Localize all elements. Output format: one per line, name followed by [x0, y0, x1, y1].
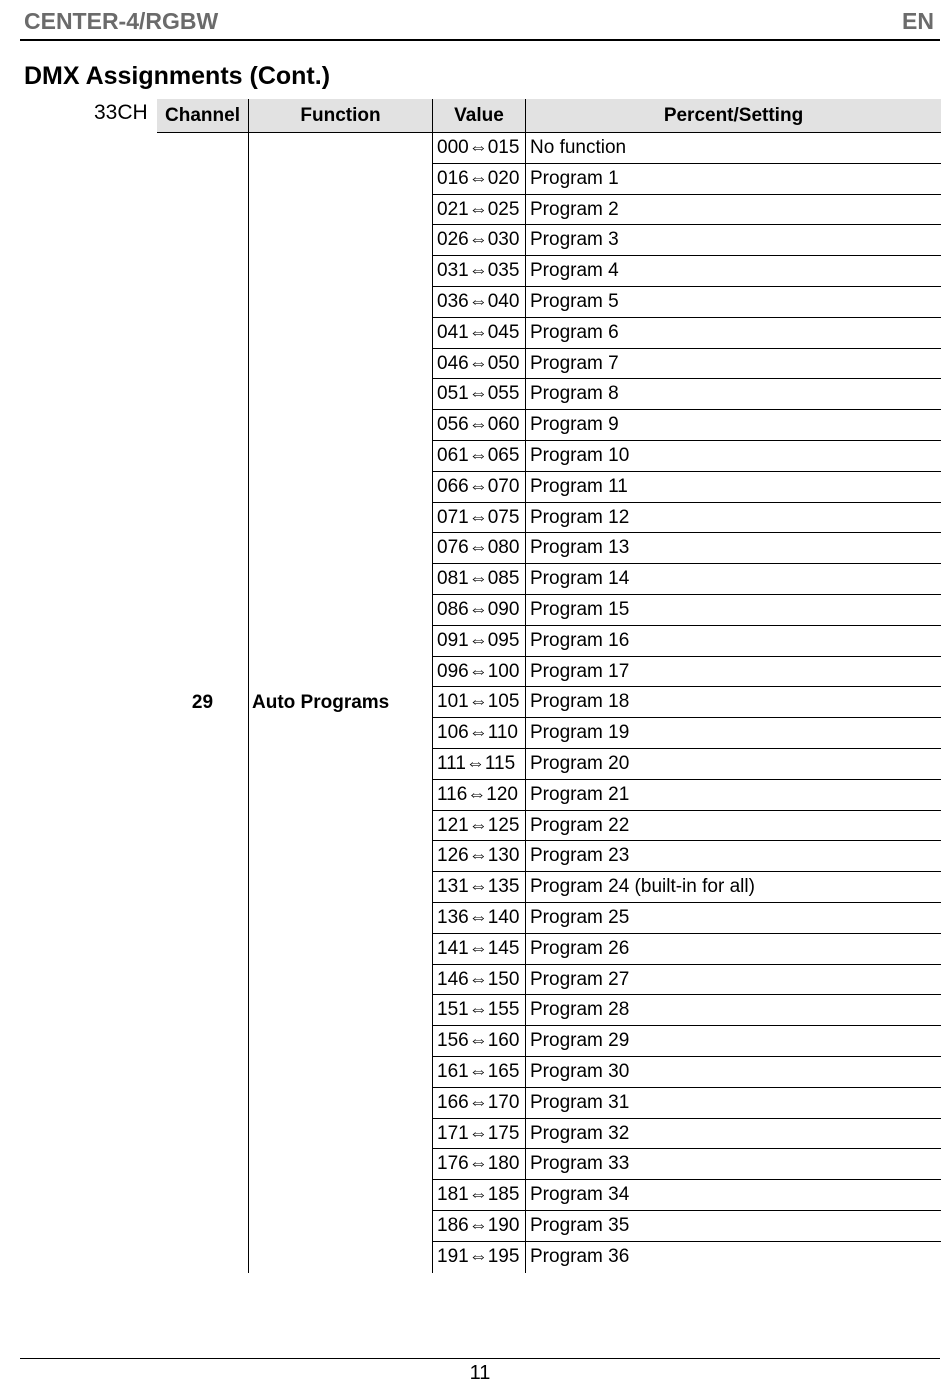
- setting-text: Program 24 (built-in for all): [530, 876, 755, 898]
- table-row: [433, 749, 941, 780]
- value-range: 000⇔015: [437, 137, 520, 158]
- table-row: [433, 657, 941, 688]
- column-header-function: Function: [300, 105, 381, 126]
- product-title: CENTER-4/RGBW: [24, 8, 219, 34]
- page-number: 11: [469, 1362, 491, 1384]
- setting-text: Program 2: [530, 198, 619, 220]
- value-range: 041⇔045: [437, 321, 520, 343]
- table-row: [433, 1149, 941, 1180]
- value-range: 121⇔125: [437, 814, 520, 836]
- setting-text: Program 18: [530, 691, 630, 713]
- setting-text: Program 11: [530, 475, 628, 497]
- setting-text: Program 25: [530, 906, 630, 928]
- value-range: 186⇔190: [437, 1214, 520, 1236]
- setting-text: No function: [530, 137, 627, 158]
- setting-text: Program 19: [530, 722, 630, 744]
- table-row: [433, 718, 941, 749]
- value-range: 016⇔020: [437, 167, 520, 189]
- value-range: 176⇔180: [437, 1153, 520, 1175]
- section-title: DMX Assignments (Cont.): [24, 62, 331, 90]
- setting-text: Program 28: [530, 999, 630, 1021]
- value-range: 136⇔140: [437, 906, 520, 928]
- setting-text: Program 27: [530, 968, 630, 990]
- setting-text: Program 17: [530, 660, 630, 682]
- value-range: 056⇔060: [437, 414, 520, 436]
- table-row: [433, 1057, 941, 1088]
- setting-text: Program 4: [530, 260, 619, 282]
- value-range: 046⇔050: [437, 352, 520, 374]
- setting-text: Program 5: [530, 290, 619, 312]
- setting-text: Program 35: [530, 1214, 630, 1236]
- table-row: [433, 379, 941, 410]
- setting-text: Program 20: [530, 752, 630, 774]
- footer-divider: [20, 1358, 940, 1359]
- table-row: [433, 626, 941, 657]
- header-divider: [20, 39, 940, 41]
- table-row: [433, 934, 941, 965]
- table-row: [433, 133, 941, 164]
- setting-text: Program 33: [530, 1153, 630, 1175]
- value-range: 116⇔120: [437, 783, 518, 805]
- table-row: [433, 1088, 941, 1119]
- value-range: 171⇔175: [437, 1122, 520, 1144]
- value-range: 051⇔055: [437, 383, 520, 405]
- table-row: [433, 965, 941, 996]
- setting-text: Program 23: [530, 845, 630, 867]
- setting-text: Program 21: [530, 783, 630, 805]
- table-row: [433, 1180, 941, 1211]
- setting-text: Program 7: [530, 352, 619, 374]
- table-row: [433, 1026, 941, 1057]
- setting-text: Program 1: [530, 167, 619, 189]
- table-row: [433, 780, 941, 811]
- value-range: 156⇔160: [437, 1030, 520, 1052]
- table-row: [433, 595, 941, 626]
- setting-text: Program 34: [530, 1184, 630, 1206]
- setting-text: Program 31: [530, 1091, 630, 1113]
- value-range: 101⇔105: [437, 691, 520, 713]
- value-range: 081⇔085: [437, 568, 520, 590]
- setting-text: Program 12: [530, 506, 630, 528]
- value-range: 026⇔030: [437, 229, 520, 251]
- table-row: [433, 841, 941, 872]
- table-row: [433, 256, 941, 287]
- value-range: 191⇔195: [437, 1245, 520, 1267]
- value-range: 096⇔100: [437, 660, 520, 682]
- value-range: 141⇔145: [437, 937, 520, 959]
- value-range: 161⇔165: [437, 1060, 520, 1082]
- value-range: 111⇔115: [437, 752, 516, 774]
- column-header-percent-setting: Percent/Setting: [663, 105, 804, 126]
- table-header: [157, 99, 941, 133]
- column-header-channel: Channel: [165, 105, 240, 126]
- table-row: [433, 410, 941, 441]
- value-range: 131⇔135: [437, 876, 520, 898]
- value-range: 031⇔035: [437, 260, 520, 282]
- value-range: 181⇔185: [437, 1184, 520, 1206]
- table-row: [433, 872, 941, 903]
- value-range: 091⇔095: [437, 629, 520, 651]
- table-row: [433, 225, 941, 256]
- table-row: [433, 503, 941, 534]
- language-label: EN: [902, 8, 934, 34]
- value-range: 076⇔080: [437, 537, 520, 559]
- setting-text: Program 36: [530, 1245, 630, 1267]
- setting-text: Program 6: [530, 321, 619, 343]
- channel-number: 29: [191, 691, 214, 713]
- setting-text: Program 26: [530, 937, 630, 959]
- setting-text: Program 10: [530, 444, 630, 466]
- dmx-table: [157, 99, 941, 1267]
- table-row: [433, 811, 941, 842]
- setting-text: Program 30: [530, 1060, 630, 1082]
- value-range: 061⇔065: [437, 444, 520, 466]
- table-row: [433, 287, 941, 318]
- table-row: [433, 195, 941, 226]
- table-row: [433, 533, 941, 564]
- table-row: [433, 441, 941, 472]
- table-row: [433, 318, 941, 349]
- setting-text: Program 8: [530, 383, 619, 405]
- value-range: 126⇔130: [437, 845, 520, 867]
- value-range: 066⇔070: [437, 475, 520, 497]
- value-range: 036⇔040: [437, 290, 520, 312]
- setting-text: Program 13: [530, 537, 630, 559]
- table-row: [433, 903, 941, 934]
- setting-text: Program 9: [530, 414, 619, 436]
- value-rows: [433, 133, 941, 1272]
- setting-text: Program 14: [530, 568, 630, 590]
- table-row: [433, 687, 941, 718]
- table-row: [433, 1119, 941, 1150]
- table-row: [433, 995, 941, 1026]
- table-row: [433, 164, 941, 195]
- table-row: [433, 1242, 941, 1273]
- channel-mode-label: 33CH: [94, 101, 148, 124]
- setting-text: Program 3: [530, 229, 619, 251]
- function-name: Auto Programs: [252, 691, 390, 713]
- value-range: 151⇔155: [437, 999, 520, 1021]
- setting-text: Program 22: [530, 814, 630, 836]
- setting-text: Program 15: [530, 598, 630, 620]
- setting-text: Program 16: [530, 629, 630, 651]
- value-range: 146⇔150: [437, 968, 520, 990]
- value-range: 071⇔075: [437, 506, 520, 528]
- table-row: [433, 472, 941, 503]
- column-header-value: Value: [454, 105, 504, 126]
- column-divider: [248, 99, 249, 1273]
- table-row: [433, 564, 941, 595]
- table-row: [433, 349, 941, 380]
- setting-text: Program 29: [530, 1030, 630, 1052]
- setting-text: Program 32: [530, 1122, 630, 1144]
- value-range: 021⇔025: [437, 198, 520, 220]
- value-range: 086⇔090: [437, 598, 520, 620]
- value-range: 166⇔170: [437, 1091, 520, 1113]
- value-range: 106⇔110: [437, 722, 518, 744]
- table-row: [433, 1211, 941, 1242]
